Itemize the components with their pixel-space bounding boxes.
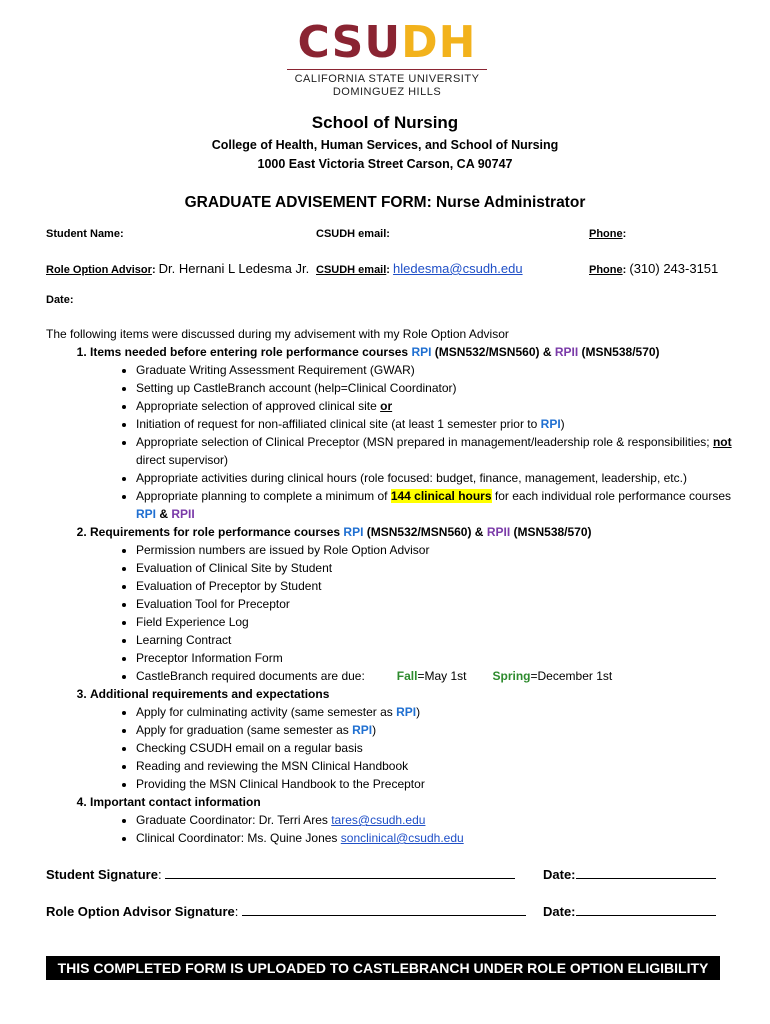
intro-text: The following items were discussed during my advisement with my Role Option Advisor bbox=[46, 327, 509, 341]
list-item: • Learning Contract bbox=[136, 631, 736, 649]
logo-wordmark bbox=[282, 17, 492, 68]
advisor-phone-row: Phone: (310) 243-3151 bbox=[589, 261, 719, 276]
advisor-row bbox=[46, 261, 309, 276]
requirements-list bbox=[46, 343, 736, 847]
section-1-title-end: (MSN538/570) bbox=[578, 345, 660, 359]
list-item-text: Initiation of request for non-affiliated clinical site (at least 1 semester prior to bbox=[136, 417, 541, 431]
logo-wordmark-csu: CSU bbox=[297, 17, 402, 68]
section-2-title: Requirements for role performance courses bbox=[90, 525, 344, 539]
fall-label: Fall bbox=[396, 669, 418, 683]
rpii-tag: RPII bbox=[486, 525, 511, 539]
address: 1000 East Victoria Street Carson, CA 90747 bbox=[257, 157, 513, 171]
student-phone-label-text: Phone bbox=[589, 228, 623, 240]
list-item: • Field Experience Log bbox=[136, 613, 736, 631]
list-item-text: Appropriate selection of approved clinical site bbox=[136, 399, 381, 413]
student-signature-colon: : bbox=[157, 867, 166, 882]
list-item: • Reading and reviewing the MSN Clinical Handbook bbox=[136, 757, 736, 775]
fall-date: =May 1st bbox=[417, 669, 467, 683]
rpii-tag: RPII bbox=[171, 507, 195, 521]
advisor-date-field[interactable] bbox=[576, 903, 716, 916]
list-item: • Evaluation of Clinical Site by Student bbox=[136, 559, 736, 577]
list-item: • Setting up CastleBranch account (help=Clinical Coordinator) bbox=[136, 379, 736, 397]
student-name-label: Student Name: bbox=[46, 228, 124, 240]
student-email-label: CSUDH email: bbox=[316, 228, 390, 240]
college-name: College of Health, Human Services, and School of Nursing bbox=[211, 138, 559, 152]
clinical-coordinator: Clinical Coordinator: Ms. Quine Jones bbox=[136, 831, 341, 845]
section-1-title-mid: (MSN532/MSN560) & bbox=[431, 345, 555, 359]
rpi-tag: RPI bbox=[352, 723, 373, 737]
date-label: Date: bbox=[46, 294, 74, 306]
list-item bbox=[136, 703, 736, 721]
list-item bbox=[136, 397, 736, 415]
advisor-signature-field[interactable] bbox=[242, 903, 526, 916]
list-item: • Evaluation Tool for Preceptor bbox=[136, 595, 736, 613]
section-4-items bbox=[90, 811, 736, 847]
form-title: GRADUATE ADVISEMENT FORM: Nurse Administrator bbox=[184, 194, 586, 211]
list-item: • Checking CSUDH email on a regular basis bbox=[136, 739, 736, 757]
not-emphasis: not bbox=[712, 435, 732, 449]
rpi-tag: RPI bbox=[411, 345, 432, 359]
list-item-text: CastleBranch required documents are due: bbox=[136, 669, 365, 683]
list-item-end: direct supervisor) bbox=[136, 453, 229, 467]
list-item: • Graduate Writing Assessment Requirement (GWAR) bbox=[136, 361, 736, 379]
or-emphasis: or bbox=[380, 399, 393, 413]
list-item: • Permission numbers are issued by Role Option Advisor bbox=[136, 541, 736, 559]
list-item: • Providing the MSN Clinical Handbook to the Preceptor bbox=[136, 775, 736, 793]
section-4 bbox=[90, 793, 736, 847]
clinical-coordinator-email-link[interactable]: sonclinical@csudh.edu bbox=[340, 831, 464, 845]
advisor-signature-label: Role Option Advisor Signature bbox=[46, 904, 235, 919]
list-item bbox=[136, 829, 736, 847]
logo-divider bbox=[287, 69, 487, 70]
list-item-text: Apply for culminating activity (same semester as bbox=[136, 705, 397, 719]
advisor-date-row bbox=[543, 903, 716, 919]
rpi-tag: RPI bbox=[136, 507, 157, 521]
list-item-close: ) bbox=[372, 723, 377, 737]
list-item-close: ) bbox=[560, 417, 565, 431]
section-1-title: Items needed before entering role performance courses bbox=[90, 345, 412, 359]
section-1 bbox=[90, 343, 736, 523]
section-2 bbox=[90, 523, 736, 685]
section-1-items bbox=[90, 361, 736, 523]
student-phone-label bbox=[589, 228, 626, 240]
list-item bbox=[136, 811, 736, 829]
student-phone-colon: : bbox=[622, 228, 627, 240]
rpi-tag: RPI bbox=[540, 417, 561, 431]
school-name: School of Nursing bbox=[311, 113, 459, 132]
csudh-logo bbox=[282, 17, 492, 99]
student-signature-row bbox=[46, 866, 515, 882]
list-item: • Appropriate activities during clinical hours (role focused: budget, finance, management, leadership, etc.) bbox=[136, 469, 736, 487]
advisor-email-label: CSUDH email bbox=[316, 264, 387, 276]
list-item: • Preceptor Information Form bbox=[136, 649, 736, 667]
spring-label: Spring bbox=[492, 669, 531, 683]
list-item-close: ) bbox=[416, 705, 421, 719]
section-2-items bbox=[90, 541, 736, 685]
advisor-signature-row bbox=[46, 903, 526, 919]
advisor-signature-colon: : bbox=[234, 904, 242, 919]
rpii-tag: RPII bbox=[554, 345, 579, 359]
section-4-title: Important contact information bbox=[90, 795, 261, 809]
ampersand: & bbox=[156, 507, 172, 521]
advisor-email-row: CSUDH email: hledesma@csudh.edu bbox=[316, 261, 523, 276]
logo-wordmark-dh: DH bbox=[401, 17, 477, 68]
advisor-colon: : bbox=[151, 264, 156, 276]
list-item: • Evaluation of Preceptor by Student bbox=[136, 577, 736, 595]
student-date-row bbox=[543, 866, 716, 882]
list-item bbox=[136, 415, 736, 433]
list-item-text: Apply for graduation (same semester as bbox=[136, 723, 353, 737]
advisement-body bbox=[46, 325, 736, 847]
upload-instruction-banner: THIS COMPLETED FORM IS UPLOADED TO CASTLEBRANCH UNDER ROLE OPTION ELIGIBILITY bbox=[46, 956, 720, 980]
logo-line-2: DOMINGUEZ HILLS bbox=[332, 86, 442, 98]
list-item bbox=[136, 667, 736, 685]
advisor-email-link[interactable]: hledesma@csudh.edu bbox=[393, 261, 523, 276]
spring-date: =December 1st bbox=[530, 669, 613, 683]
list-item-text: Appropriate planning to complete a minimum of bbox=[136, 489, 391, 503]
rpi-tag: RPI bbox=[396, 705, 417, 719]
student-date-field[interactable] bbox=[576, 866, 716, 879]
student-date-label: Date: bbox=[543, 867, 576, 882]
clinical-hours-highlight: 144 clinical hours bbox=[390, 489, 492, 503]
graduate-coordinator: Graduate Coordinator: Dr. Terri Ares bbox=[136, 813, 332, 827]
section-3-items bbox=[90, 703, 736, 793]
list-item bbox=[136, 487, 736, 523]
advisor-phone-value: (310) 243-3151 bbox=[629, 261, 719, 276]
advisor-name: Dr. Hernani L Ledesma Jr. bbox=[158, 261, 310, 276]
list-item bbox=[136, 721, 736, 739]
list-item-mid: for each individual role performance courses bbox=[491, 489, 731, 503]
list-item-text: Appropriate selection of Clinical Preceptor (MSN prepared in management/leadership role & responsibilities; bbox=[136, 435, 713, 449]
graduate-coordinator-email-link[interactable]: tares@csudh.edu bbox=[331, 813, 426, 827]
advisor-date-label: Date: bbox=[543, 904, 576, 919]
section-2-title-mid: (MSN532/MSN560) & bbox=[363, 525, 487, 539]
section-2-title-end: (MSN538/570) bbox=[510, 525, 592, 539]
section-3-title: Additional requirements and expectations bbox=[90, 687, 330, 701]
advisor-phone-label: Phone bbox=[589, 264, 623, 276]
rpi-tag: RPI bbox=[343, 525, 364, 539]
list-item bbox=[136, 433, 736, 469]
logo-line-1: CALIFORNIA STATE UNIVERSITY bbox=[294, 73, 480, 85]
section-3 bbox=[90, 685, 736, 793]
student-signature-label: Student Signature bbox=[46, 867, 158, 882]
student-signature-field[interactable] bbox=[165, 866, 515, 879]
advisor-label: Role Option Advisor bbox=[46, 264, 152, 276]
